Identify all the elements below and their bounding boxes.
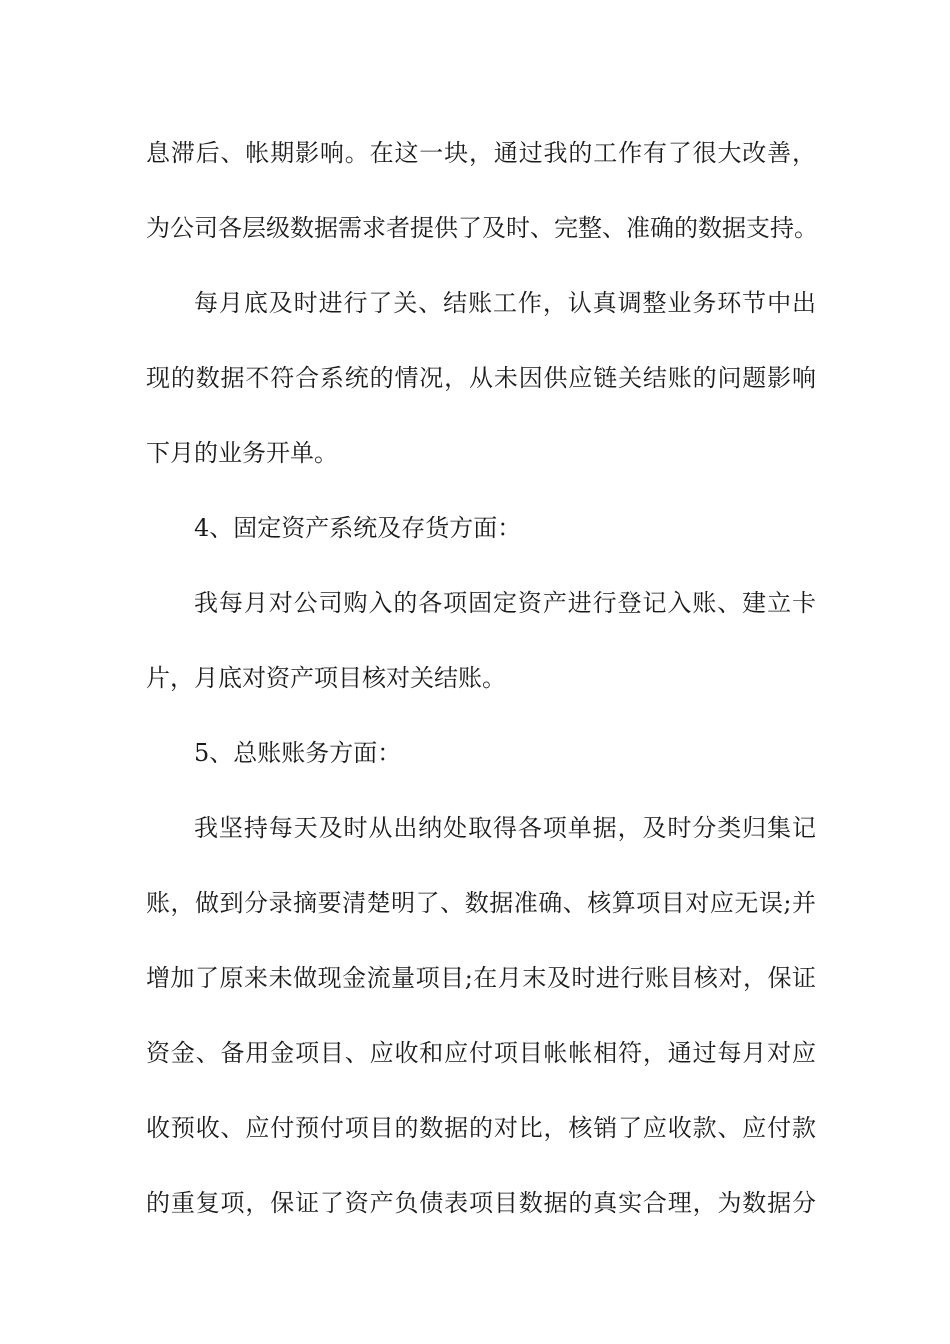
text-line-5: 下月的业务开单。 <box>146 439 338 467</box>
section-heading-4: 4、固定资产系统及存货方面： <box>194 514 522 542</box>
text-line-1: 息滞后、帐期影响。在这一块，通过我的工作有了很大改善， <box>146 139 816 167</box>
text-line-14: 收预收、应付预付项目的数据的对比，核销了应收款、应付款 <box>146 1114 816 1142</box>
text-line-3: 每月底及时进行了关、结账工作，认真调整业务环节中出 <box>194 289 816 317</box>
text-line-2: 为公司各层级数据需求者提供了及时、完整、准确的数据支持。 <box>146 214 818 242</box>
text-line-10: 我坚持每天及时从出纳处取得各项单据，及时分类归集记 <box>194 814 816 842</box>
text-line-15: 的重复项，保证了资产负债表项目数据的真实合理，为数据分 <box>146 1189 816 1217</box>
text-line-7: 我每月对公司购入的各项固定资产进行登记入账、建立卡 <box>194 589 816 617</box>
text-line-4: 现的数据不符合系统的情况，从未因供应链关结账的问题影响 <box>146 364 816 392</box>
text-line-8: 片，月底对资产项目核对关结账。 <box>146 664 506 692</box>
text-line-12: 增加了原来未做现金流量项目;在月末及时进行账目核对，保证 <box>146 964 816 992</box>
text-line-11: 账，做到分录摘要清楚明了、数据准确、核算项目对应无误;并 <box>146 889 816 917</box>
section-heading-5: 5、总账账务方面： <box>194 739 402 767</box>
text-line-13: 资金、备用金项目、应收和应付项目帐帐相符，通过每月对应 <box>146 1039 816 1067</box>
